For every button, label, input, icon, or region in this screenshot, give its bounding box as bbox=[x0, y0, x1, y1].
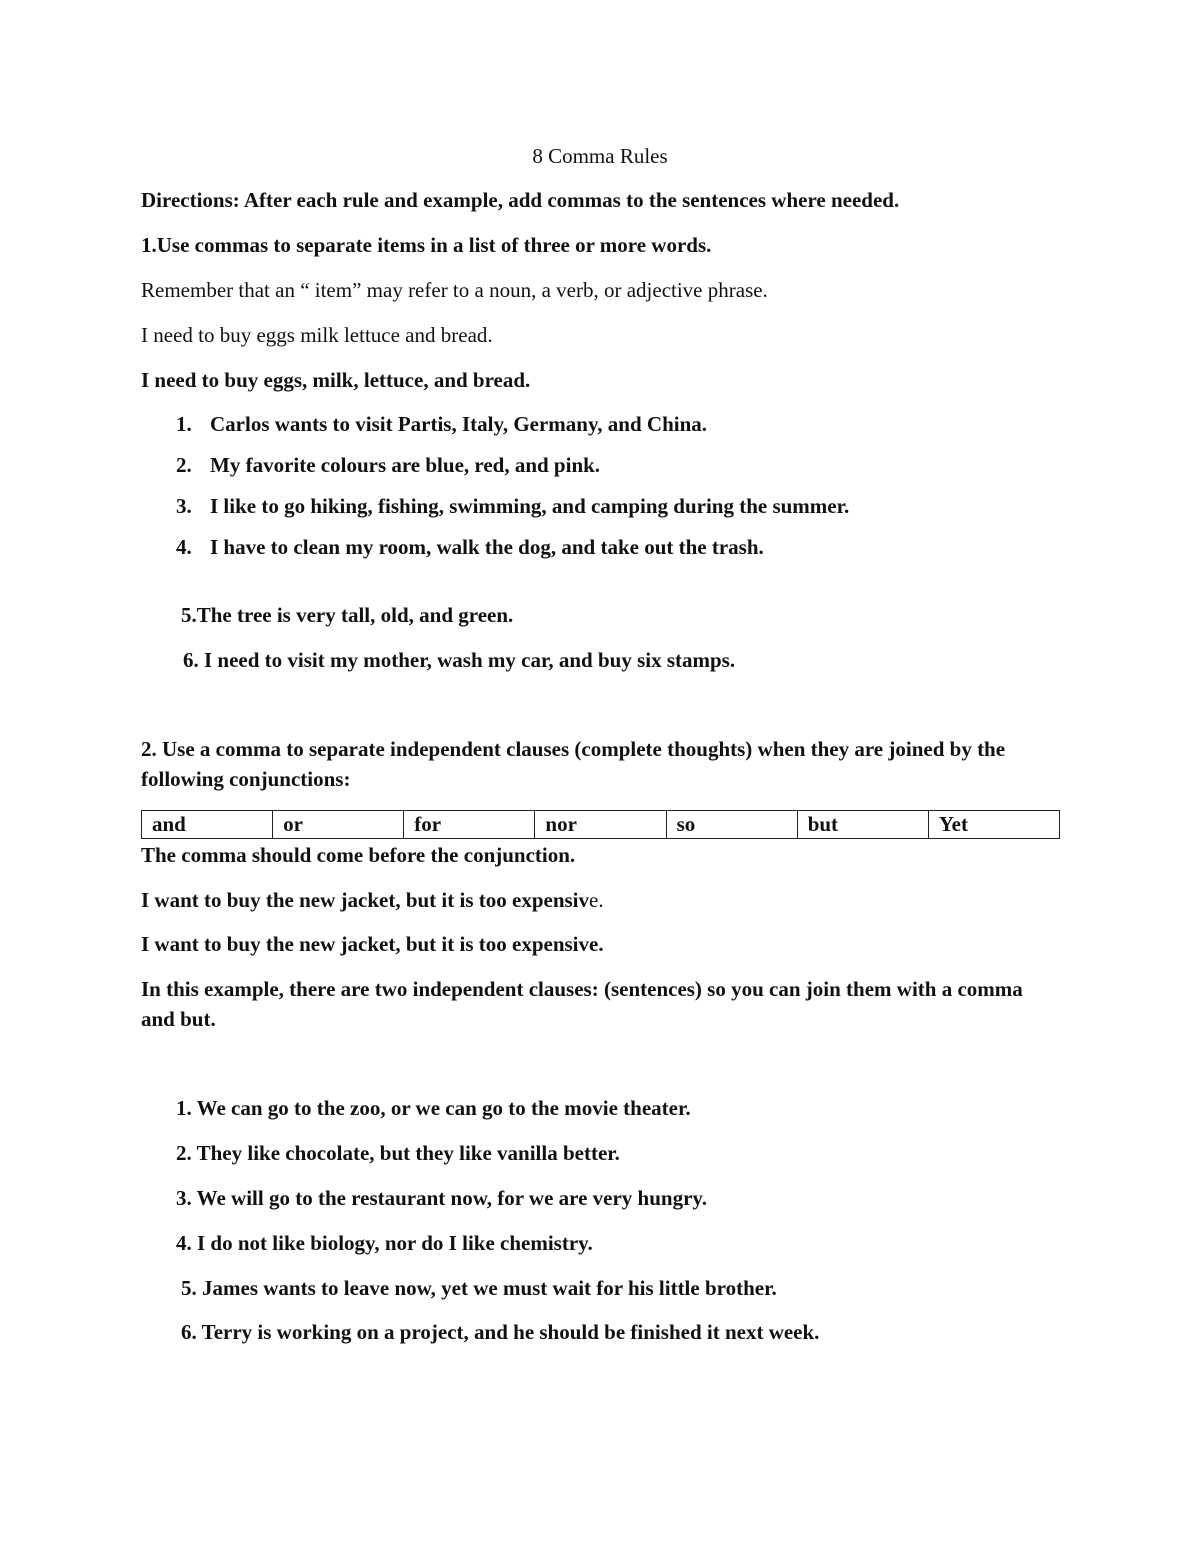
conjunctions-table bbox=[141, 810, 1060, 839]
rule-2-note: The comma should come before the conjunction. bbox=[141, 843, 576, 867]
list-item-6: 6. I need to visit my mother, wash my car, and buy six stamps. bbox=[183, 648, 736, 672]
rule-2-example-1 bbox=[141, 885, 604, 915]
list-item-5: 5.The tree is very tall, old, and green. bbox=[181, 603, 514, 627]
rule-1-example-corrected: I need to buy eggs, milk, lettuce, and bread. bbox=[141, 368, 531, 392]
list-item bbox=[176, 491, 849, 521]
rule-2-heading: 2. Use a comma to separate independent clauses (complete thoughts) when they are joined by the following conjunctions: bbox=[141, 737, 1006, 791]
list-item-number: 4. bbox=[176, 535, 192, 559]
list-item: 2. They like chocolate, but they like vanilla better. bbox=[176, 1141, 620, 1165]
list-item-text: Carlos wants to visit Partis, Italy, Germany, and China. bbox=[210, 412, 708, 436]
table-cell: for bbox=[404, 811, 535, 839]
list-item-number: 1. bbox=[176, 412, 192, 436]
rule-1-note: Remember that an “ item” may refer to a noun, a verb, or adjective phrase. bbox=[141, 278, 768, 302]
table-cell: but bbox=[797, 811, 928, 839]
rule-2-example-2: I want to buy the new jacket, but it is too expensive. bbox=[141, 932, 604, 956]
list-item: 4. I do not like biology, nor do I like chemistry. bbox=[176, 1231, 593, 1255]
directions-text: Directions: After each rule and example, add commas to the sentences where needed. bbox=[141, 188, 900, 212]
list-item-number: 3. bbox=[176, 494, 192, 518]
rule-1-example-plain: I need to buy eggs milk lettuce and bread. bbox=[141, 323, 493, 347]
table-cell: so bbox=[666, 811, 797, 839]
rule-2-explanation: In this example, there are two independent clauses: (sentences) so you can join them with a comma and but. bbox=[141, 977, 1023, 1031]
list-item-number: 2. bbox=[176, 453, 192, 477]
rule-2-example-1-main: I want to buy the new jacket, but it is too expensiv bbox=[141, 888, 590, 912]
list-item: 5. James wants to leave now, yet we must wait for his little brother. bbox=[181, 1276, 777, 1300]
list-item: 1. We can go to the zoo, or we can go to the movie theater. bbox=[176, 1096, 691, 1120]
rule-1-heading: 1.Use commas to separate items in a list of three or more words. bbox=[141, 233, 712, 257]
list-item bbox=[176, 409, 707, 439]
list-item bbox=[176, 450, 600, 480]
table-cell: nor bbox=[535, 811, 666, 839]
list-item: 6. Terry is working on a project, and he should be finished it next week. bbox=[181, 1320, 820, 1344]
list-item bbox=[176, 532, 764, 562]
table-cell: Yet bbox=[928, 811, 1059, 839]
table-row bbox=[142, 811, 1060, 839]
list-item-text: I have to clean my room, walk the dog, and take out the trash. bbox=[210, 535, 764, 559]
rule-2-example-1-tail: e. bbox=[589, 888, 604, 912]
table-cell: or bbox=[273, 811, 404, 839]
list-item-text: I like to go hiking, fishing, swimming, and camping during the summer. bbox=[210, 494, 850, 518]
list-item-text: My favorite colours are blue, red, and pink. bbox=[210, 453, 601, 477]
table-cell: and bbox=[142, 811, 273, 839]
page-title: 8 Comma Rules bbox=[532, 144, 668, 168]
list-item: 3. We will go to the restaurant now, for we are very hungry. bbox=[176, 1186, 707, 1210]
